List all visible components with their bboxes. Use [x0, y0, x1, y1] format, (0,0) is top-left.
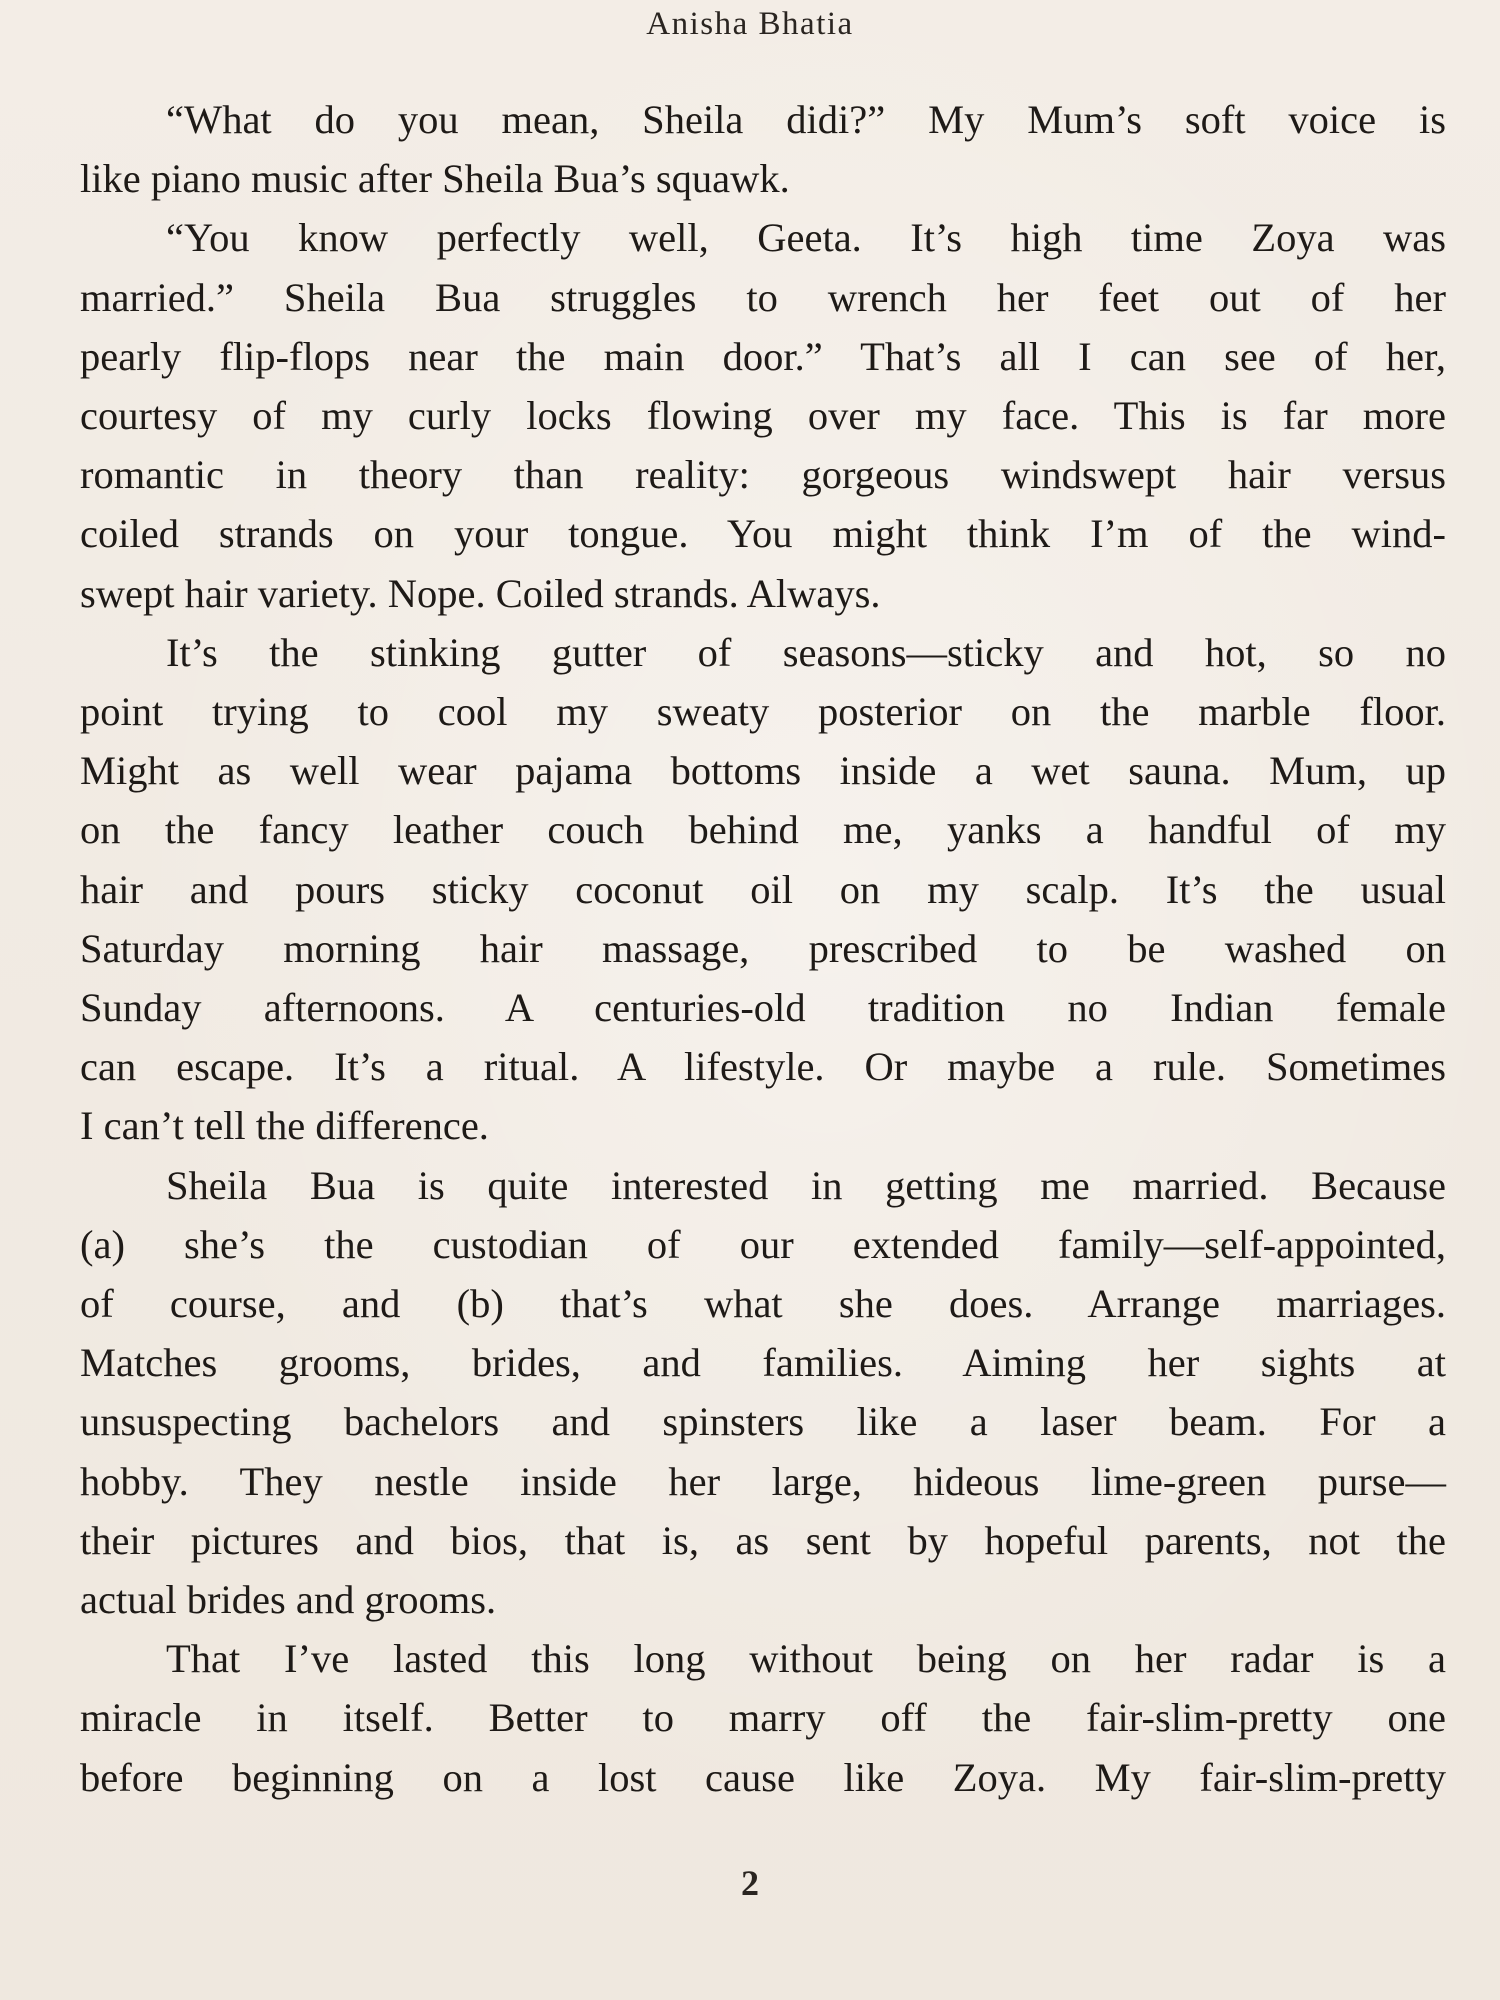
text-line: It’s the stinking gutter of seasons—sticky and hot, so no — [166, 629, 1446, 675]
text-line: Saturday morning hair massage, prescribed to be washed on — [80, 925, 1446, 971]
paragraph-5 — [80, 1629, 1446, 1807]
running-head-author: Anisha Bhatia — [646, 6, 854, 42]
paragraph-1 — [80, 90, 1446, 208]
text-line: Sunday afternoons. A centuries-old tradition no Indian female — [80, 985, 1446, 1031]
paragraph-2 — [80, 208, 1446, 622]
text-line: miracle in itself. Better to marry off the fair-slim-pretty one — [80, 1695, 1446, 1741]
text-line: That I’ve lasted this long without being on her radar is a — [166, 1636, 1446, 1682]
text-line: (a) she’s the custodian of our extended family—self-appointed, — [80, 1221, 1446, 1267]
page-number: 2 — [741, 1863, 759, 1903]
text-line: unsuspecting bachelors and spinsters like a laser beam. For a — [80, 1399, 1446, 1445]
text-line: hair and pours sticky coconut oil on my scalp. It’s the usual — [80, 866, 1446, 912]
text-line: Might as well wear pajama bottoms inside a wet sauna. Mum, up — [80, 748, 1446, 794]
text-line: hobby. They nestle inside her large, hideous lime-green purse— — [80, 1458, 1446, 1504]
text-line: married.” Sheila Bua struggles to wrench her feet out of her — [80, 274, 1446, 320]
text-line: romantic in theory than reality: gorgeous windswept hair versus — [80, 452, 1446, 498]
text-line: coiled strands on your tongue. You might think I’m of the wind- — [80, 511, 1446, 557]
text-line: their pictures and bios, that is, as sent by hopeful parents, not the — [80, 1517, 1446, 1563]
text-line: Sheila Bua is quite interested in getting me married. Because — [166, 1162, 1446, 1208]
paragraph-4 — [80, 1156, 1446, 1630]
text-line: courtesy of my curly locks flowing over my face. This is far more — [80, 393, 1446, 439]
text-line-last: I can’t tell the difference. — [80, 1103, 489, 1149]
text-line: “What do you mean, Sheila didi?” My Mum’s soft voice is — [166, 97, 1446, 142]
text-line: on the fancy leather couch behind me, yanks a handful of my — [80, 807, 1446, 853]
text-line: “You know perfectly well, Geeta. It’s high time Zoya was — [166, 215, 1446, 261]
text-line: Matches grooms, brides, and families. Aiming her sights at — [80, 1340, 1446, 1386]
text-line: pearly flip-flops near the main door.” That’s all I can see of her, — [80, 333, 1446, 379]
text-line-last: like piano music after Sheila Bua’s squawk. — [80, 156, 790, 202]
body-text — [80, 90, 1446, 1807]
text-line-last: actual brides and grooms. — [80, 1577, 497, 1623]
text-line-last: swept hair variety. Nope. Coiled strands. Always. — [80, 570, 881, 616]
text-line: can escape. It’s a ritual. A lifestyle. Or maybe a rule. Sometimes — [80, 1044, 1446, 1090]
text-line: of course, and (b) that’s what she does. Arrange marriages. — [80, 1281, 1446, 1327]
paragraph-3 — [80, 623, 1446, 1156]
text-line: point trying to cool my sweaty posterior on the marble floor. — [80, 689, 1446, 735]
text-line: before beginning on a lost cause like Zoya. My fair-slim-pretty — [80, 1754, 1446, 1800]
